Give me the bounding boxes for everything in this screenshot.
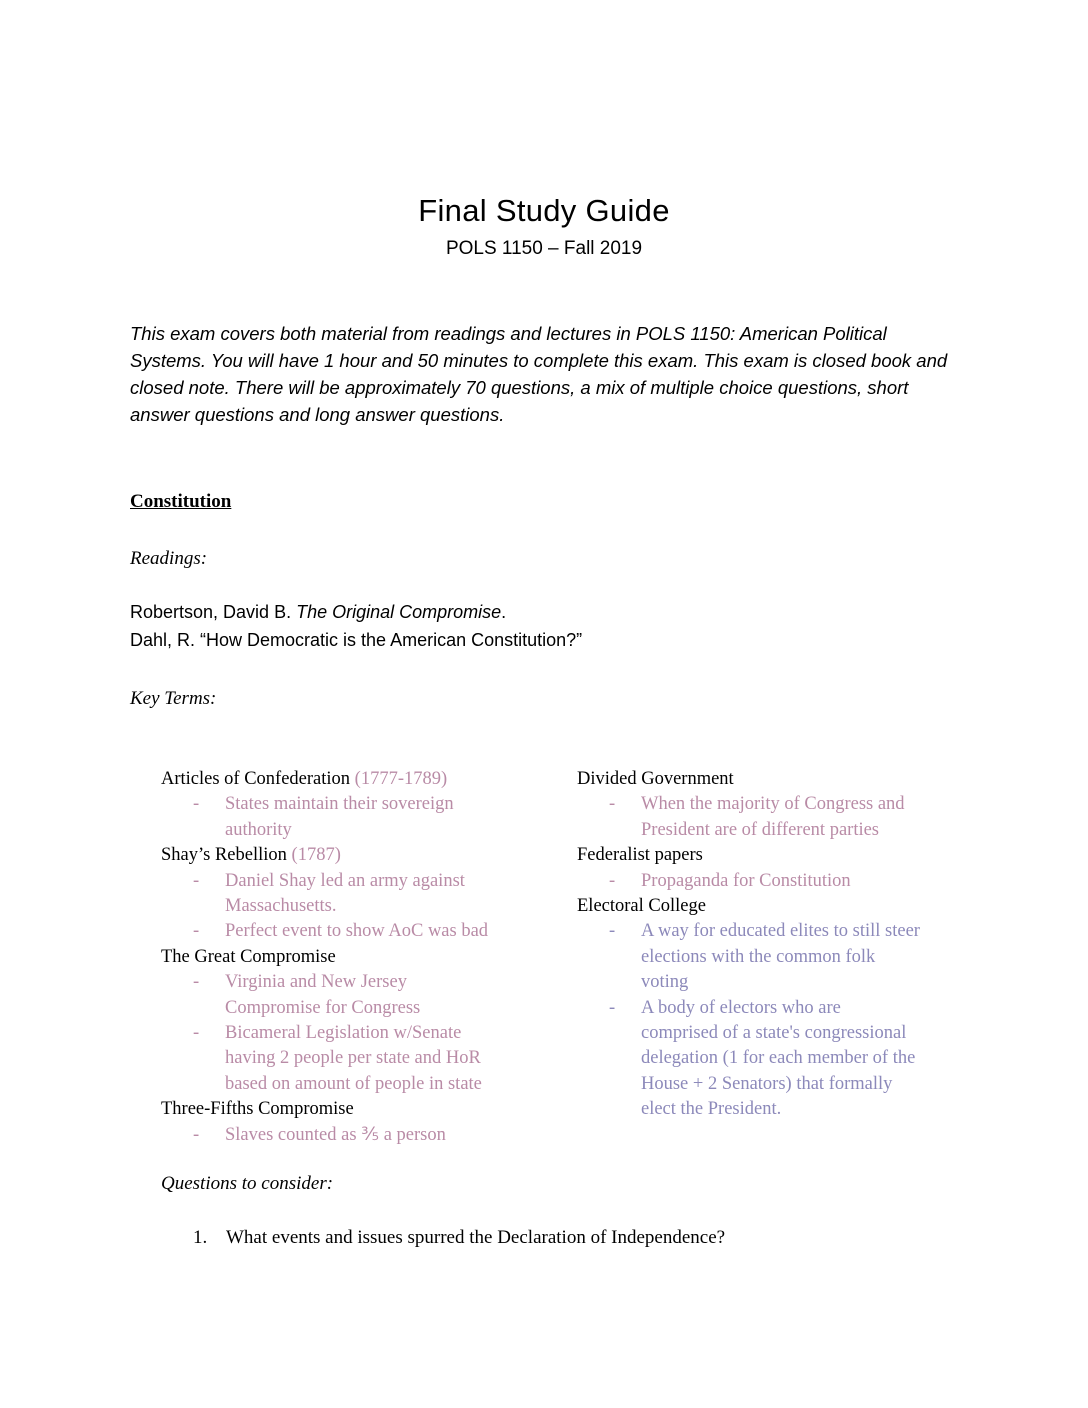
key-term-bullet xyxy=(161,970,577,1021)
term-name: Federalist papers xyxy=(577,845,703,866)
key-term-bullet xyxy=(161,869,577,920)
key-term xyxy=(577,894,929,919)
question-number: 1. xyxy=(193,1227,208,1249)
bullet-dash: - xyxy=(193,972,200,993)
readings-list xyxy=(130,599,958,654)
questions-label: Questions to consider: xyxy=(161,1173,334,1195)
bullet-text: Perfect event to show AoC was bad xyxy=(225,921,489,942)
reading-title-italic: The Original Compromise xyxy=(296,602,502,622)
term-name: The Great Compromise xyxy=(161,946,336,967)
key-term-bullet xyxy=(577,869,929,894)
key-term-bullet xyxy=(161,1123,577,1148)
key-terms-column-right xyxy=(577,767,929,1148)
term-date: (1777-1789) xyxy=(350,769,448,789)
key-terms-column-left xyxy=(161,767,577,1148)
bullet-text: Daniel Shay led an army against Massachusetts. xyxy=(225,870,465,917)
term-date: (1787) xyxy=(286,845,341,866)
reading-item xyxy=(130,627,958,655)
bullet-dash: - xyxy=(609,997,616,1018)
key-term xyxy=(577,767,929,792)
intro-paragraph: This exam covers both material from readings and lectures in POLS 1150: American Political Systems. You will have 1 hour and 50 minutes to complete this exam. This exam is closed book and closed note. There will be approximately 70 questions, a mix of multiple choice questions, short answer questions and long answer questions. xyxy=(130,323,948,425)
readings-label: Readings: xyxy=(130,548,208,569)
bullet-dash: - xyxy=(609,921,616,942)
bullet-dash: - xyxy=(609,794,616,815)
page-subtitle: POLS 1150 – Fall 2019 xyxy=(445,238,643,259)
key-terms-label: Key Terms: xyxy=(130,688,217,709)
key-term xyxy=(161,945,577,970)
reading-item xyxy=(130,599,958,627)
question-item xyxy=(130,1225,958,1251)
bullet-dash: - xyxy=(193,870,200,891)
bullet-text: Virginia and New Jersey Compromise for Congress xyxy=(225,972,421,1018)
key-term xyxy=(577,843,929,868)
key-term xyxy=(161,843,577,868)
key-term-bullet xyxy=(577,919,929,995)
bullet-text: A body of electors who are comprised of a state's congressional delegation (1 for each member of the House + 2 Senators) that formally elect the President. xyxy=(641,997,916,1120)
key-term-bullet xyxy=(161,792,577,843)
key-term-bullet xyxy=(577,996,929,1123)
key-terms-columns xyxy=(161,767,958,1148)
key-term xyxy=(161,767,577,792)
term-name: Articles of Confederation xyxy=(161,769,351,789)
page-title: Final Study Guide xyxy=(418,193,670,228)
key-term-bullet xyxy=(577,792,929,843)
bullet-dash: - xyxy=(193,794,200,815)
key-term xyxy=(161,1097,577,1122)
reading-author: Robertson, David B. xyxy=(130,602,297,622)
bullet-text: Slaves counted as ⅗ a person xyxy=(225,1124,446,1145)
bullet-dash: - xyxy=(609,870,616,891)
bullet-text: When the majority of Congress and President are of different parties xyxy=(641,794,905,840)
bullet-text: States maintain their sovereign authority xyxy=(225,794,454,840)
term-name: Electoral College xyxy=(577,896,706,917)
bullet-dash: - xyxy=(193,921,200,942)
bullet-text: Propaganda for Constitution xyxy=(641,870,851,891)
bullet-text: A way for educated elites to still steer elections with the common folk voting xyxy=(641,921,920,993)
bullet-dash: - xyxy=(193,1023,200,1044)
term-name: Shay’s Rebellion xyxy=(161,845,287,866)
key-term-bullet xyxy=(161,1021,577,1097)
section-heading-constitution: Constitution xyxy=(130,491,232,512)
reading-tail: . xyxy=(501,602,507,622)
term-name: Divided Government xyxy=(577,769,734,789)
bullet-dash: - xyxy=(193,1124,200,1145)
key-term-bullet xyxy=(161,919,577,944)
bullet-text: Bicameral Legislation w/Senate having 2 people per state and HoR based on amount of people in state xyxy=(225,1023,482,1094)
question-text: What events and issues spurred the Declaration of Independence? xyxy=(226,1227,726,1249)
term-name: Three-Fifths Compromise xyxy=(161,1099,354,1120)
reading-citation: Dahl, R. “How Democratic is the American Constitution?” xyxy=(130,629,583,650)
